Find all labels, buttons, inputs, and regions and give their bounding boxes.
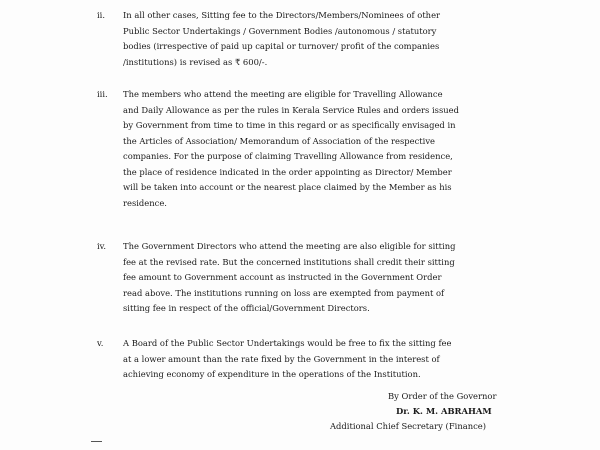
clause-iii xyxy=(97,87,508,211)
clause-iv xyxy=(97,239,508,317)
clause-line: fee at the revised rate. But the concerned institutions shall credit their sitting xyxy=(123,256,455,267)
clause-line: read above. The institutions running on loss are exempted from payment of xyxy=(123,287,445,298)
clause-line: A Board of the Public Sector Undertakings would be free to fix the sitting fee xyxy=(123,338,452,348)
clause-ii xyxy=(97,8,508,70)
clause-numeral: iv. xyxy=(97,241,107,251)
clause-numeral: v. xyxy=(97,338,104,348)
clause-line: /institutions) is revised as ₹ 600/-. xyxy=(123,56,268,67)
clause-v xyxy=(97,336,508,383)
clause-line: bodies (irrespective of paid up capital or turnover/ profit of the companies xyxy=(123,41,440,51)
clause-line: at a lower amount than the rate fixed by the Government in the interest of xyxy=(123,353,440,364)
clause-numeral: iii. xyxy=(97,89,108,99)
clause-line: fee amount to Government account as instructed in the Government Order xyxy=(123,272,442,282)
clause-line: In all other cases, Sitting fee to the Directors/Members/Nominees of other xyxy=(123,10,441,20)
clause-line: Public Sector Undertakings / Government Bodies /autonomous / statutory xyxy=(123,25,437,36)
order-line: By Order of the Governor xyxy=(388,391,497,401)
clause-line: and Daily Allowance as per the rules in Kerala Service Rules and orders issued xyxy=(123,104,459,115)
clause-line: by Government from time to time in this regard or as specifically envisaged in xyxy=(123,120,456,130)
clause-line: sitting fee in respect of the official/Government Directors. xyxy=(123,303,370,313)
clause-line: the Articles of Association/ Memorandum of Association of the respective xyxy=(123,135,436,146)
page-mark xyxy=(91,441,102,442)
clause-line: achieving economy of expenditure in the operations of the Institution. xyxy=(123,369,421,379)
clause-line: companies. For the purpose of claiming Travelling Allowance from residence, xyxy=(123,151,453,161)
clause-line: the place of residence indicated in the order appointing as Director/ Member xyxy=(123,166,452,177)
clause-line: The members who attend the meeting are eligible for Travelling Allowance xyxy=(123,89,443,99)
clause-line: The Government Directors who attend the meeting are also eligible for sitting xyxy=(123,241,456,251)
clause-numeral: ii. xyxy=(97,10,106,20)
clause-line: will be taken into account or the nearest place claimed by the Member as his xyxy=(123,182,452,192)
signatory-designation: Additional Chief Secretary (Finance) xyxy=(330,421,487,431)
clause-line: residence. xyxy=(123,197,167,208)
signatory-name: Dr. K. M. ABRAHAM xyxy=(396,406,492,416)
